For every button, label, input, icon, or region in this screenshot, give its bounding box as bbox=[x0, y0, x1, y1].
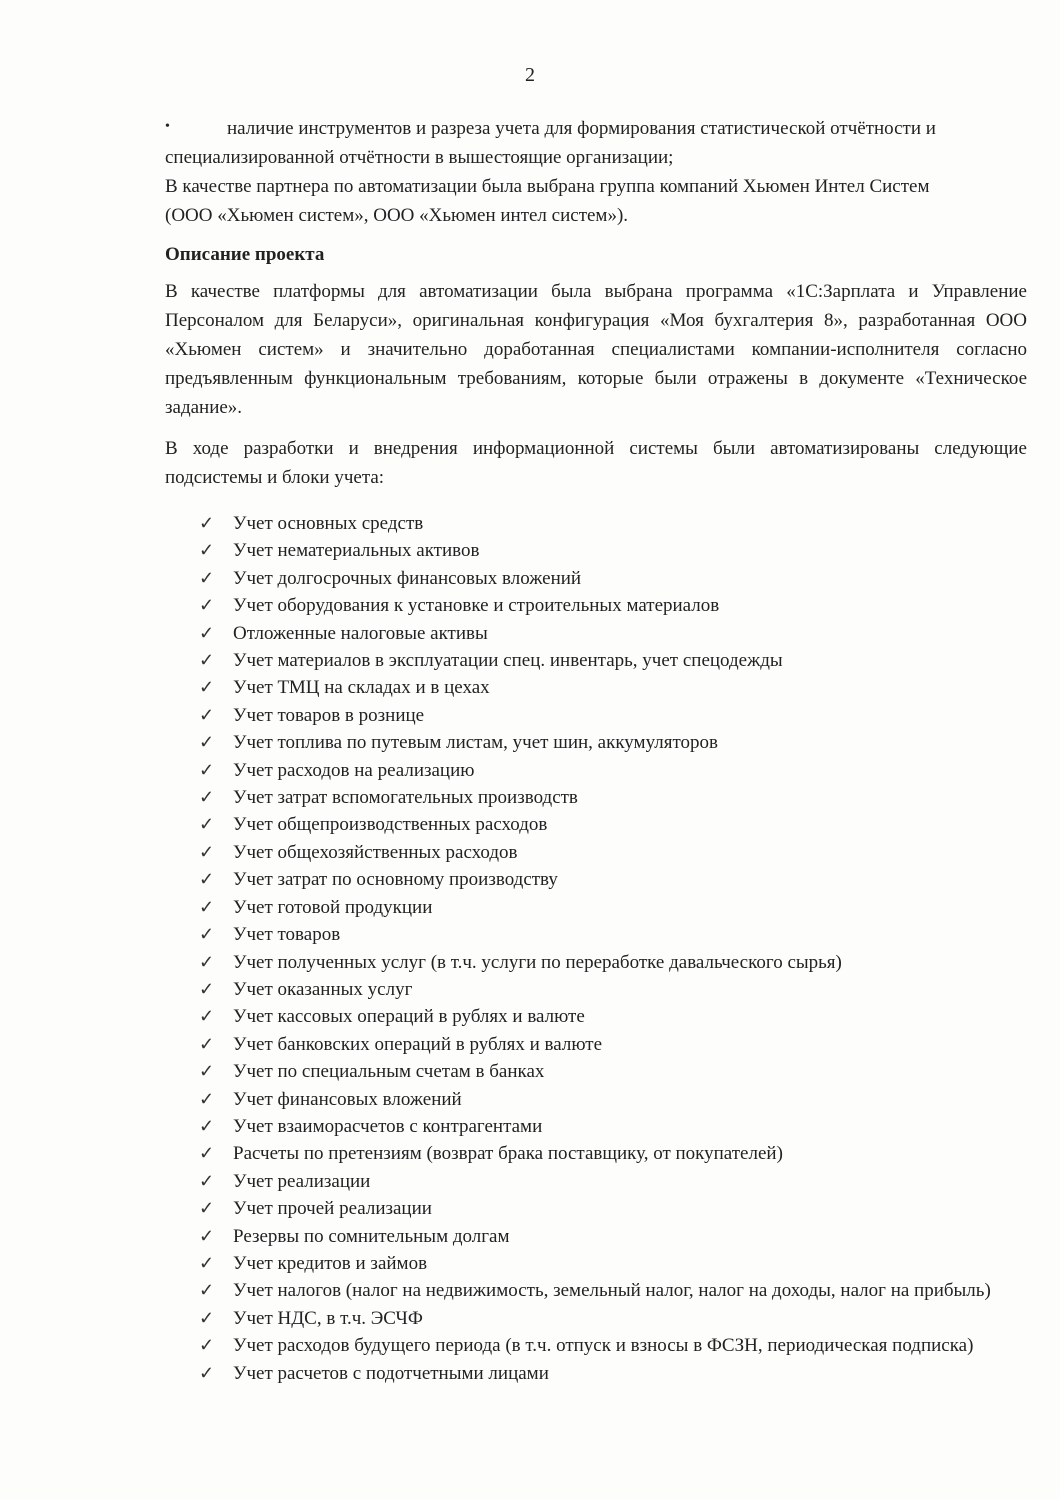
check-icon: ✓ bbox=[199, 1307, 215, 1328]
checklist-item-text: Учет готовой продукции bbox=[233, 896, 433, 918]
checklist-item bbox=[199, 1360, 1027, 1387]
check-icon: ✓ bbox=[199, 1170, 215, 1191]
check-icon: ✓ bbox=[199, 1006, 215, 1027]
checklist-item-text: Учет прочей реализации bbox=[233, 1198, 432, 1220]
check-icon: ✓ bbox=[199, 1143, 215, 1164]
check-icon: ✓ bbox=[199, 759, 215, 780]
check-icon: ✓ bbox=[199, 1061, 215, 1082]
bullet-continuation: специализированной отчётности в вышестоящие организации; bbox=[165, 147, 674, 168]
checklist-item bbox=[199, 510, 1027, 537]
subsystems-intro-paragraph: В ходе разработки и внедрения информационной системы были автоматизированы следующие подсистемы и блоки учета: bbox=[165, 438, 1027, 488]
checklist-item bbox=[199, 866, 1027, 893]
checklist-item-text: Резервы по сомнительным долгам bbox=[233, 1225, 510, 1247]
checklist-item bbox=[199, 1113, 1027, 1140]
checklist-item-text: Учет топлива по путевым листам, учет шин, аккумуляторов bbox=[233, 732, 718, 754]
checklist-item-text: Учет финансовых вложений bbox=[233, 1088, 462, 1110]
checklist-item-text: Учет кассовых операций в рублях и валюте bbox=[233, 1006, 585, 1028]
checklist-item bbox=[199, 674, 1027, 701]
check-icon: ✓ bbox=[199, 841, 215, 862]
checklist-item bbox=[199, 1031, 1027, 1058]
checklist-item bbox=[199, 1195, 1027, 1222]
checklist-item bbox=[199, 1250, 1027, 1277]
checklist-item bbox=[199, 647, 1027, 674]
document-body bbox=[165, 114, 1027, 1387]
checklist-item bbox=[199, 1223, 1027, 1250]
check-icon: ✓ bbox=[199, 787, 215, 808]
checklist-item-text: Учет расчетов с подотчетными лицами bbox=[233, 1362, 549, 1384]
checklist-item-text: Отложенные налоговые активы bbox=[233, 622, 488, 644]
check-icon: ✓ bbox=[199, 814, 215, 835]
checklist-item bbox=[199, 757, 1027, 784]
check-icon: ✓ bbox=[199, 1088, 215, 1109]
checklist-item-text: Учет нематериальных активов bbox=[233, 540, 480, 562]
checklist-item-text: Учет общехозяйственных расходов bbox=[233, 841, 518, 863]
checklist-item-text: Учет общепроизводственных расходов bbox=[233, 814, 548, 836]
checklist-item-text: Учет затрат вспомогательных производств bbox=[233, 787, 578, 809]
checklist-item bbox=[199, 811, 1027, 838]
checklist-item bbox=[199, 1086, 1027, 1113]
check-icon: ✓ bbox=[199, 951, 215, 972]
section-title: Описание проекта bbox=[165, 244, 325, 265]
checklist-item bbox=[199, 921, 1027, 948]
checklist-item-text: Учет ТМЦ на складах и в цехах bbox=[233, 677, 490, 699]
checklist-item-text: Учет долгосрочных финансовых вложений bbox=[233, 567, 582, 589]
partner-text-line-1: В качестве партнера по автоматизации была выбрана группа компаний Хьюмен Интел Систем bbox=[165, 176, 930, 197]
checklist-item-text: Учет по специальным счетам в банках bbox=[233, 1061, 545, 1083]
checklist-item bbox=[199, 1003, 1027, 1030]
check-icon: ✓ bbox=[199, 1225, 215, 1246]
checklist-item bbox=[199, 894, 1027, 921]
check-icon: ✓ bbox=[199, 896, 215, 917]
page-number: 2 bbox=[525, 64, 535, 86]
checklist-item bbox=[199, 976, 1027, 1003]
bullet-item bbox=[165, 114, 1027, 143]
check-icon: ✓ bbox=[199, 1198, 215, 1219]
check-icon: ✓ bbox=[199, 650, 215, 671]
check-icon: ✓ bbox=[199, 1362, 215, 1383]
partner-text-line-2: (ООО «Хьюмен систем», ООО «Хьюмен интел систем»). bbox=[165, 205, 629, 226]
checklist-item bbox=[199, 949, 1027, 976]
checklist-item bbox=[199, 537, 1027, 564]
checklist-item-text: Учет основных средств bbox=[233, 513, 424, 534]
subsystem-checklist bbox=[199, 510, 1027, 1387]
checklist-item-text: Учет оказанных услуг bbox=[233, 978, 413, 1000]
checklist-item bbox=[199, 592, 1027, 619]
checklist-item-text: Учет материалов в эксплуатации спец. инвентарь, учет спецодежды bbox=[233, 650, 783, 672]
description-paragraph: В качестве платформы для автоматизации была выбрана программа «1С:Зарплата и Управление Персоналом для Беларуси», оригинальная конфигурация «Моя бухгалтерия 8», разработанная ООО «Хьюмен систем» и значительно доработанная специалистами компании-исполнителя согласно предъявленным функциональным требованиям, которые были отражены в документе «Техническое задание». bbox=[165, 281, 1027, 418]
checklist-item bbox=[199, 1305, 1027, 1332]
check-icon: ✓ bbox=[199, 540, 215, 561]
check-icon: ✓ bbox=[199, 1033, 215, 1054]
checklist-item-text: Расчеты по претензиям (возврат брака поставщику, от покупателей) bbox=[233, 1143, 783, 1165]
checklist-item bbox=[199, 702, 1027, 729]
checklist-item-text: Учет расходов будущего периода (в т.ч. отпуск и взносы в ФСЗН, периодическая подписка) bbox=[233, 1335, 974, 1357]
check-icon: ✓ bbox=[199, 978, 215, 999]
check-icon: ✓ bbox=[199, 1280, 215, 1301]
check-icon: ✓ bbox=[199, 595, 215, 616]
check-icon: ✓ bbox=[199, 732, 215, 753]
check-icon: ✓ bbox=[199, 1252, 215, 1273]
checklist-item-text: Учет расходов на реализацию bbox=[233, 759, 475, 781]
checklist-item bbox=[199, 565, 1027, 592]
check-icon: ✓ bbox=[199, 513, 215, 533]
checklist-item-text: Учет полученных услуг (в т.ч. услуги по переработке давальческого сырья) bbox=[233, 951, 842, 973]
checklist-item-text: Учет товаров bbox=[233, 924, 341, 946]
checklist-item bbox=[199, 729, 1027, 756]
check-icon: ✓ bbox=[199, 677, 215, 698]
bullet-icon: • bbox=[165, 119, 170, 134]
checklist-item bbox=[199, 1058, 1027, 1085]
checklist-item-text: Учет кредитов и займов bbox=[233, 1252, 428, 1274]
check-icon: ✓ bbox=[199, 869, 215, 890]
checklist-item-text: Учет затрат по основному производству bbox=[233, 869, 558, 891]
check-icon: ✓ bbox=[199, 924, 215, 945]
checklist-item bbox=[199, 784, 1027, 811]
bullet-text: наличие инструментов и разреза учета для формирования статистической отчётности и bbox=[227, 118, 936, 139]
checklist-item-text: Учет реализации bbox=[233, 1170, 371, 1192]
check-icon: ✓ bbox=[199, 567, 215, 588]
check-icon: ✓ bbox=[199, 1335, 215, 1356]
checklist-item bbox=[199, 1277, 1027, 1304]
checklist-item bbox=[199, 839, 1027, 866]
check-icon: ✓ bbox=[199, 1115, 215, 1136]
checklist-item-text: Учет товаров в рознице bbox=[233, 704, 425, 726]
checklist-item-text: Учет взаиморасчетов с контрагентами bbox=[233, 1115, 543, 1137]
checklist-item bbox=[199, 1168, 1027, 1195]
checklist-item-text: Учет банковских операций в рублях и валюте bbox=[233, 1033, 603, 1055]
check-icon: ✓ bbox=[199, 622, 215, 643]
checklist-item-text: Учет НДС, в т.ч. ЭСЧФ bbox=[233, 1307, 423, 1329]
checklist-item bbox=[199, 620, 1027, 647]
checklist-item bbox=[199, 1140, 1027, 1167]
check-icon: ✓ bbox=[199, 704, 215, 725]
checklist-item-text: Учет оборудования к установке и строительных материалов bbox=[233, 595, 720, 617]
checklist-item bbox=[199, 1332, 1027, 1359]
checklist-item-text: Учет налогов (налог на недвижимость, земельный налог, налог на доходы, налог на прибыль) bbox=[233, 1280, 991, 1302]
